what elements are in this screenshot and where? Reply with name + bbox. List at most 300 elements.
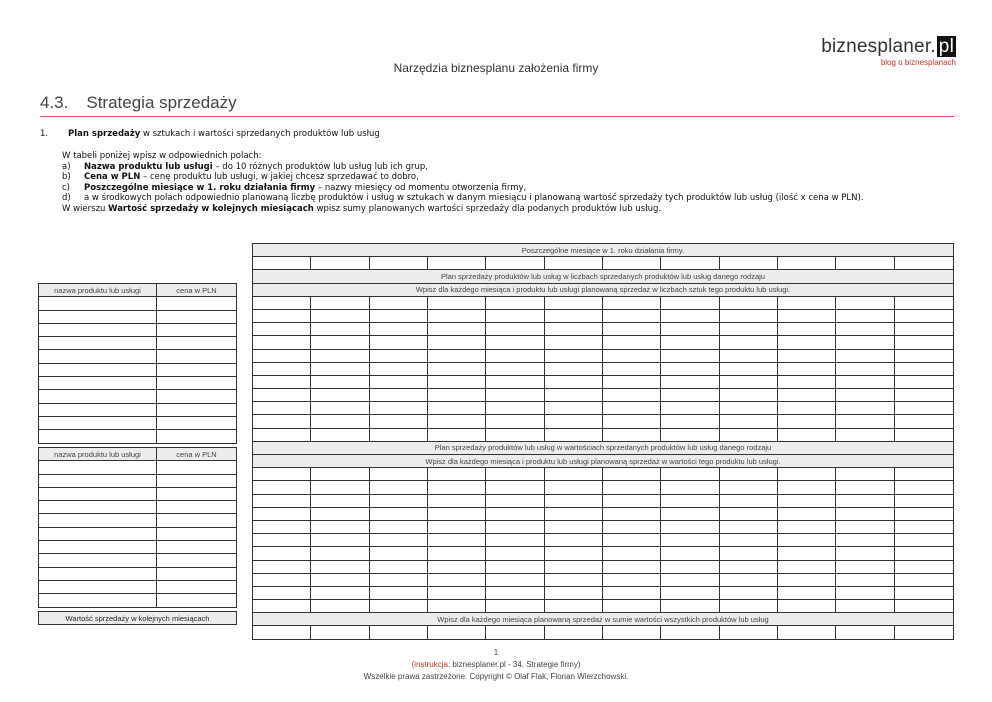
input-cell[interactable] [777,626,835,639]
input-cell[interactable] [311,573,369,586]
input-cell[interactable] [369,415,427,428]
input-cell[interactable] [544,336,602,349]
input-cell[interactable] [369,257,427,270]
input-cell[interactable] [836,402,894,415]
input-cell[interactable] [602,560,660,573]
input-cell[interactable] [777,547,835,560]
input-cell[interactable] [253,573,311,586]
input-cell[interactable] [427,389,485,402]
input-cell[interactable] [311,428,369,441]
input-cell[interactable] [661,547,719,560]
input-cell[interactable] [894,428,953,441]
input-cell[interactable] [719,402,777,415]
input-cell[interactable] [544,389,602,402]
input-cell[interactable] [253,402,311,415]
input-cell[interactable] [39,430,157,443]
input-cell[interactable] [719,468,777,481]
input-cell[interactable] [777,309,835,322]
input-cell[interactable] [253,586,311,599]
input-cell[interactable] [311,600,369,613]
input-cell[interactable] [486,494,544,507]
input-cell[interactable] [777,257,835,270]
input-cell[interactable] [836,560,894,573]
input-cell[interactable] [311,375,369,388]
input-cell[interactable] [253,507,311,520]
input-cell[interactable] [253,257,311,270]
input-cell[interactable] [253,349,311,362]
input-cell[interactable] [836,481,894,494]
input-cell[interactable] [369,626,427,639]
input-cell[interactable] [486,586,544,599]
input-cell[interactable] [836,600,894,613]
input-cell[interactable] [369,600,427,613]
input-cell[interactable] [157,297,237,310]
input-cell[interactable] [777,586,835,599]
input-cell[interactable] [894,626,953,639]
input-cell[interactable] [836,349,894,362]
input-cell[interactable] [719,481,777,494]
input-cell[interactable] [661,573,719,586]
input-cell[interactable] [427,534,485,547]
input-cell[interactable] [253,296,311,309]
input-cell[interactable] [157,430,237,443]
input-cell[interactable] [311,323,369,336]
input-cell[interactable] [486,468,544,481]
input-cell[interactable] [427,600,485,613]
input-cell[interactable] [253,323,311,336]
input-cell[interactable] [157,554,237,567]
input-cell[interactable] [253,336,311,349]
input-cell[interactable] [719,323,777,336]
input-cell[interactable] [719,362,777,375]
input-cell[interactable] [39,337,157,350]
input-cell[interactable] [777,573,835,586]
input-cell[interactable] [544,375,602,388]
input-cell[interactable] [369,402,427,415]
input-cell[interactable] [39,501,157,514]
input-cell[interactable] [369,560,427,573]
input-cell[interactable] [369,468,427,481]
input-cell[interactable] [836,626,894,639]
input-cell[interactable] [253,389,311,402]
input-cell[interactable] [427,375,485,388]
input-cell[interactable] [544,520,602,533]
input-cell[interactable] [836,468,894,481]
input-cell[interactable] [661,626,719,639]
input-cell[interactable] [427,415,485,428]
input-cell[interactable] [894,573,953,586]
input-cell[interactable] [777,402,835,415]
input-cell[interactable] [311,626,369,639]
input-cell[interactable] [544,507,602,520]
input-cell[interactable] [894,586,953,599]
input-cell[interactable] [719,336,777,349]
input-cell[interactable] [544,296,602,309]
input-cell[interactable] [427,336,485,349]
input-cell[interactable] [486,626,544,639]
input-cell[interactable] [39,350,157,363]
input-cell[interactable] [39,377,157,390]
input-cell[interactable] [253,494,311,507]
input-cell[interactable] [253,375,311,388]
input-cell[interactable] [836,415,894,428]
input-cell[interactable] [311,547,369,560]
input-cell[interactable] [602,349,660,362]
input-cell[interactable] [157,403,237,416]
input-cell[interactable] [311,560,369,573]
input-cell[interactable] [427,481,485,494]
input-cell[interactable] [894,309,953,322]
input-cell[interactable] [369,534,427,547]
input-cell[interactable] [427,626,485,639]
input-cell[interactable] [157,461,237,474]
input-cell[interactable] [157,350,237,363]
input-cell[interactable] [544,349,602,362]
input-cell[interactable] [39,390,157,403]
input-cell[interactable] [427,468,485,481]
input-cell[interactable] [719,586,777,599]
input-cell[interactable] [253,415,311,428]
input-cell[interactable] [661,402,719,415]
input-cell[interactable] [836,547,894,560]
input-cell[interactable] [311,362,369,375]
input-cell[interactable] [427,573,485,586]
input-cell[interactable] [369,428,427,441]
input-cell[interactable] [661,428,719,441]
input-cell[interactable] [427,349,485,362]
input-cell[interactable] [486,296,544,309]
input-cell[interactable] [836,257,894,270]
input-cell[interactable] [427,323,485,336]
input-cell[interactable] [661,560,719,573]
input-cell[interactable] [311,296,369,309]
input-cell[interactable] [369,520,427,533]
input-cell[interactable] [39,310,157,323]
input-cell[interactable] [253,626,311,639]
input-cell[interactable] [894,389,953,402]
input-cell[interactable] [777,415,835,428]
input-cell[interactable] [661,600,719,613]
input-cell[interactable] [661,349,719,362]
input-cell[interactable] [719,349,777,362]
input-cell[interactable] [486,402,544,415]
input-cell[interactable] [253,547,311,560]
input-cell[interactable] [661,586,719,599]
input-cell[interactable] [836,323,894,336]
input-cell[interactable] [544,309,602,322]
input-cell[interactable] [719,428,777,441]
input-cell[interactable] [39,487,157,500]
input-cell[interactable] [427,362,485,375]
input-cell[interactable] [486,389,544,402]
input-cell[interactable] [311,586,369,599]
input-cell[interactable] [39,527,157,540]
input-cell[interactable] [777,323,835,336]
input-cell[interactable] [661,309,719,322]
input-cell[interactable] [369,309,427,322]
input-cell[interactable] [719,534,777,547]
input-cell[interactable] [311,389,369,402]
input-cell[interactable] [311,520,369,533]
input-cell[interactable] [894,481,953,494]
input-cell[interactable] [602,573,660,586]
input-cell[interactable] [719,560,777,573]
input-cell[interactable] [39,323,157,336]
input-cell[interactable] [777,468,835,481]
input-cell[interactable] [369,323,427,336]
input-cell[interactable] [602,600,660,613]
input-cell[interactable] [602,507,660,520]
input-cell[interactable] [661,520,719,533]
input-cell[interactable] [253,468,311,481]
input-cell[interactable] [602,415,660,428]
input-cell[interactable] [253,362,311,375]
input-cell[interactable] [427,494,485,507]
input-cell[interactable] [486,415,544,428]
input-cell[interactable] [311,494,369,507]
input-cell[interactable] [602,494,660,507]
input-cell[interactable] [777,481,835,494]
input-cell[interactable] [836,296,894,309]
input-cell[interactable] [661,494,719,507]
input-cell[interactable] [369,586,427,599]
input-cell[interactable] [836,520,894,533]
input-cell[interactable] [661,296,719,309]
input-cell[interactable] [311,336,369,349]
input-cell[interactable] [427,428,485,441]
input-cell[interactable] [719,296,777,309]
input-cell[interactable] [253,309,311,322]
input-cell[interactable] [311,257,369,270]
input-cell[interactable] [544,323,602,336]
input-cell[interactable] [836,573,894,586]
input-cell[interactable] [894,296,953,309]
input-cell[interactable] [661,336,719,349]
input-cell[interactable] [719,547,777,560]
input-cell[interactable] [369,349,427,362]
input-cell[interactable] [157,567,237,580]
input-cell[interactable] [777,600,835,613]
input-cell[interactable] [777,389,835,402]
input-cell[interactable] [602,257,660,270]
input-cell[interactable] [894,547,953,560]
input-cell[interactable] [544,600,602,613]
input-cell[interactable] [311,309,369,322]
input-cell[interactable] [369,547,427,560]
input-cell[interactable] [894,362,953,375]
input-cell[interactable] [157,487,237,500]
input-cell[interactable] [661,481,719,494]
input-cell[interactable] [427,309,485,322]
input-cell[interactable] [894,534,953,547]
input-cell[interactable] [602,428,660,441]
input-cell[interactable] [602,547,660,560]
input-cell[interactable] [661,362,719,375]
input-cell[interactable] [544,560,602,573]
input-cell[interactable] [39,461,157,474]
input-cell[interactable] [253,534,311,547]
input-cell[interactable] [39,363,157,376]
input-cell[interactable] [369,296,427,309]
input-cell[interactable] [157,501,237,514]
input-cell[interactable] [486,600,544,613]
input-cell[interactable] [486,560,544,573]
input-cell[interactable] [544,481,602,494]
input-cell[interactable] [157,390,237,403]
input-cell[interactable] [544,257,602,270]
input-cell[interactable] [427,507,485,520]
input-cell[interactable] [39,416,157,429]
input-cell[interactable] [544,586,602,599]
input-cell[interactable] [544,547,602,560]
input-cell[interactable] [39,554,157,567]
input-cell[interactable] [427,402,485,415]
input-cell[interactable] [486,520,544,533]
input-cell[interactable] [39,580,157,593]
input-cell[interactable] [602,375,660,388]
input-cell[interactable] [157,377,237,390]
input-cell[interactable] [369,494,427,507]
input-cell[interactable] [661,389,719,402]
input-cell[interactable] [157,323,237,336]
input-cell[interactable] [486,323,544,336]
input-cell[interactable] [486,336,544,349]
input-cell[interactable] [602,336,660,349]
input-cell[interactable] [602,296,660,309]
input-cell[interactable] [544,415,602,428]
input-cell[interactable] [544,573,602,586]
input-cell[interactable] [661,323,719,336]
input-cell[interactable] [777,534,835,547]
input-cell[interactable] [157,514,237,527]
input-cell[interactable] [602,323,660,336]
input-cell[interactable] [719,507,777,520]
input-cell[interactable] [777,336,835,349]
input-cell[interactable] [602,534,660,547]
input-cell[interactable] [894,336,953,349]
input-cell[interactable] [719,415,777,428]
input-cell[interactable] [486,428,544,441]
input-cell[interactable] [486,547,544,560]
input-cell[interactable] [157,416,237,429]
input-cell[interactable] [602,626,660,639]
input-cell[interactable] [602,389,660,402]
input-cell[interactable] [311,481,369,494]
input-cell[interactable] [719,375,777,388]
input-cell[interactable] [311,507,369,520]
input-cell[interactable] [777,494,835,507]
input-cell[interactable] [602,586,660,599]
input-cell[interactable] [602,362,660,375]
input-cell[interactable] [719,309,777,322]
input-cell[interactable] [311,402,369,415]
input-cell[interactable] [661,534,719,547]
input-cell[interactable] [894,323,953,336]
input-cell[interactable] [661,415,719,428]
input-cell[interactable] [369,481,427,494]
input-cell[interactable] [253,481,311,494]
input-cell[interactable] [486,573,544,586]
input-cell[interactable] [836,494,894,507]
input-cell[interactable] [311,349,369,362]
input-cell[interactable] [544,428,602,441]
input-cell[interactable] [157,310,237,323]
input-cell[interactable] [253,600,311,613]
input-cell[interactable] [544,626,602,639]
input-cell[interactable] [602,520,660,533]
input-cell[interactable] [311,468,369,481]
input-cell[interactable] [369,375,427,388]
input-cell[interactable] [486,309,544,322]
input-cell[interactable] [836,507,894,520]
input-cell[interactable] [157,337,237,350]
input-cell[interactable] [894,600,953,613]
input-cell[interactable] [719,389,777,402]
input-cell[interactable] [427,547,485,560]
input-cell[interactable] [661,468,719,481]
input-cell[interactable] [157,594,237,607]
input-cell[interactable] [661,375,719,388]
input-cell[interactable] [836,336,894,349]
input-cell[interactable] [836,389,894,402]
input-cell[interactable] [661,257,719,270]
input-cell[interactable] [486,481,544,494]
input-cell[interactable] [369,362,427,375]
input-cell[interactable] [427,296,485,309]
input-cell[interactable] [836,309,894,322]
input-cell[interactable] [486,362,544,375]
input-cell[interactable] [602,402,660,415]
input-cell[interactable] [894,507,953,520]
input-cell[interactable] [39,474,157,487]
input-cell[interactable] [486,375,544,388]
input-cell[interactable] [777,428,835,441]
input-cell[interactable] [427,257,485,270]
input-cell[interactable] [602,481,660,494]
input-cell[interactable] [602,309,660,322]
input-cell[interactable] [894,468,953,481]
input-cell[interactable] [894,494,953,507]
input-cell[interactable] [39,594,157,607]
input-cell[interactable] [157,363,237,376]
input-cell[interactable] [894,257,953,270]
input-cell[interactable] [253,520,311,533]
input-cell[interactable] [894,560,953,573]
input-cell[interactable] [719,494,777,507]
input-cell[interactable] [719,257,777,270]
input-cell[interactable] [486,349,544,362]
input-cell[interactable] [311,534,369,547]
input-cell[interactable] [427,560,485,573]
input-cell[interactable] [39,567,157,580]
input-cell[interactable] [602,468,660,481]
input-cell[interactable] [369,507,427,520]
input-cell[interactable] [777,362,835,375]
input-cell[interactable] [544,534,602,547]
input-cell[interactable] [836,586,894,599]
input-cell[interactable] [427,520,485,533]
input-cell[interactable] [777,296,835,309]
input-cell[interactable] [777,507,835,520]
input-cell[interactable] [39,297,157,310]
input-cell[interactable] [894,520,953,533]
input-cell[interactable] [157,580,237,593]
input-cell[interactable] [719,626,777,639]
input-cell[interactable] [544,362,602,375]
input-cell[interactable] [311,415,369,428]
input-cell[interactable] [369,389,427,402]
input-cell[interactable] [253,560,311,573]
